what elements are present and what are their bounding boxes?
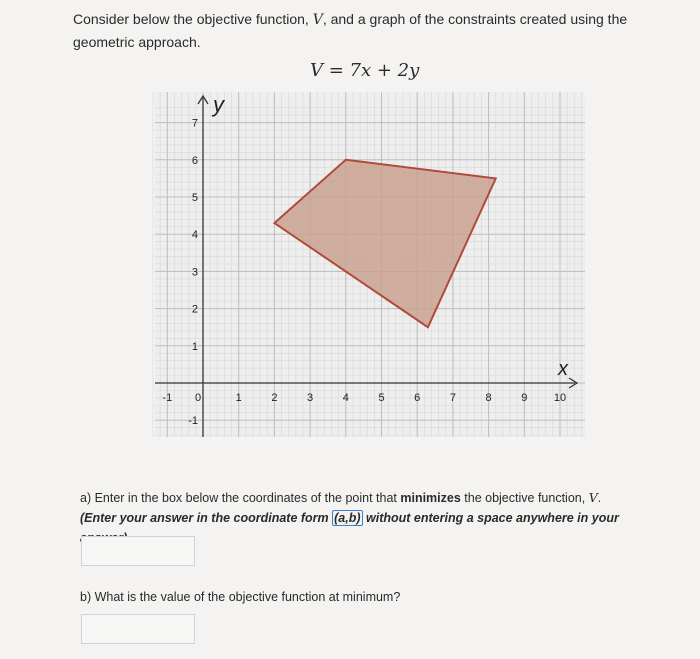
x-tick-label: 7 bbox=[449, 392, 456, 404]
x-tick-label: 9 bbox=[521, 392, 528, 404]
x-tick-label: -1 bbox=[162, 392, 173, 404]
question-a-bold: minimizes bbox=[400, 491, 461, 505]
x-tick-label: 5 bbox=[378, 392, 385, 404]
y-tick-label: 6 bbox=[191, 154, 198, 167]
x-tick-label: 8 bbox=[485, 392, 492, 404]
question-a-prefix: a) Enter in the box below the coordinates of the point that bbox=[80, 491, 397, 505]
note-prefix: (Enter your answer in the coordinate form bbox=[80, 511, 329, 525]
note-suffix: without entering a space anywhere in your bbox=[366, 511, 619, 525]
x-tick-label: 4 bbox=[342, 392, 349, 404]
x-tick-label: 3 bbox=[307, 392, 314, 404]
question-a-variable: V bbox=[588, 490, 598, 505]
y-tick-label: 2 bbox=[191, 303, 198, 316]
x-tick-label: 6 bbox=[414, 392, 421, 404]
x-tick-label: 1 bbox=[235, 392, 242, 404]
y-tick-label: 7 bbox=[191, 117, 198, 130]
question-a-line1: a) Enter in the box below the coordinates of the point that minimizes the objective function, V. bbox=[80, 490, 602, 505]
question-b: b) What is the value of the objective function at minimum? bbox=[80, 590, 401, 604]
x-axis-label: x bbox=[558, 358, 568, 380]
x-tick-label: 0 bbox=[194, 392, 202, 404]
note-format-highlight: (a,b) bbox=[334, 511, 361, 525]
y-tick-label: 4 bbox=[191, 229, 198, 242]
question-a-suffix: the objective function, bbox=[464, 491, 586, 505]
x-tick-label: 2 bbox=[271, 392, 278, 404]
y-tick-label: 1 bbox=[191, 340, 198, 353]
intro-variable: V bbox=[312, 12, 323, 28]
y-tick-label: 3 bbox=[191, 266, 198, 279]
objective-function: V = 7x + 2y bbox=[310, 60, 420, 81]
x-tick-label: 10 bbox=[553, 392, 567, 404]
intro-text-2: , and a graph of the constraints created using the geometric approach. bbox=[73, 11, 628, 50]
answer-b-input[interactable] bbox=[81, 614, 195, 644]
y-tick-label: -1 bbox=[188, 415, 198, 428]
intro-text: Consider below the objective function, bbox=[73, 11, 309, 27]
answer-a-input[interactable] bbox=[81, 536, 195, 566]
y-tick-label: 5 bbox=[191, 192, 198, 204]
y-axis-label: y bbox=[213, 92, 224, 117]
